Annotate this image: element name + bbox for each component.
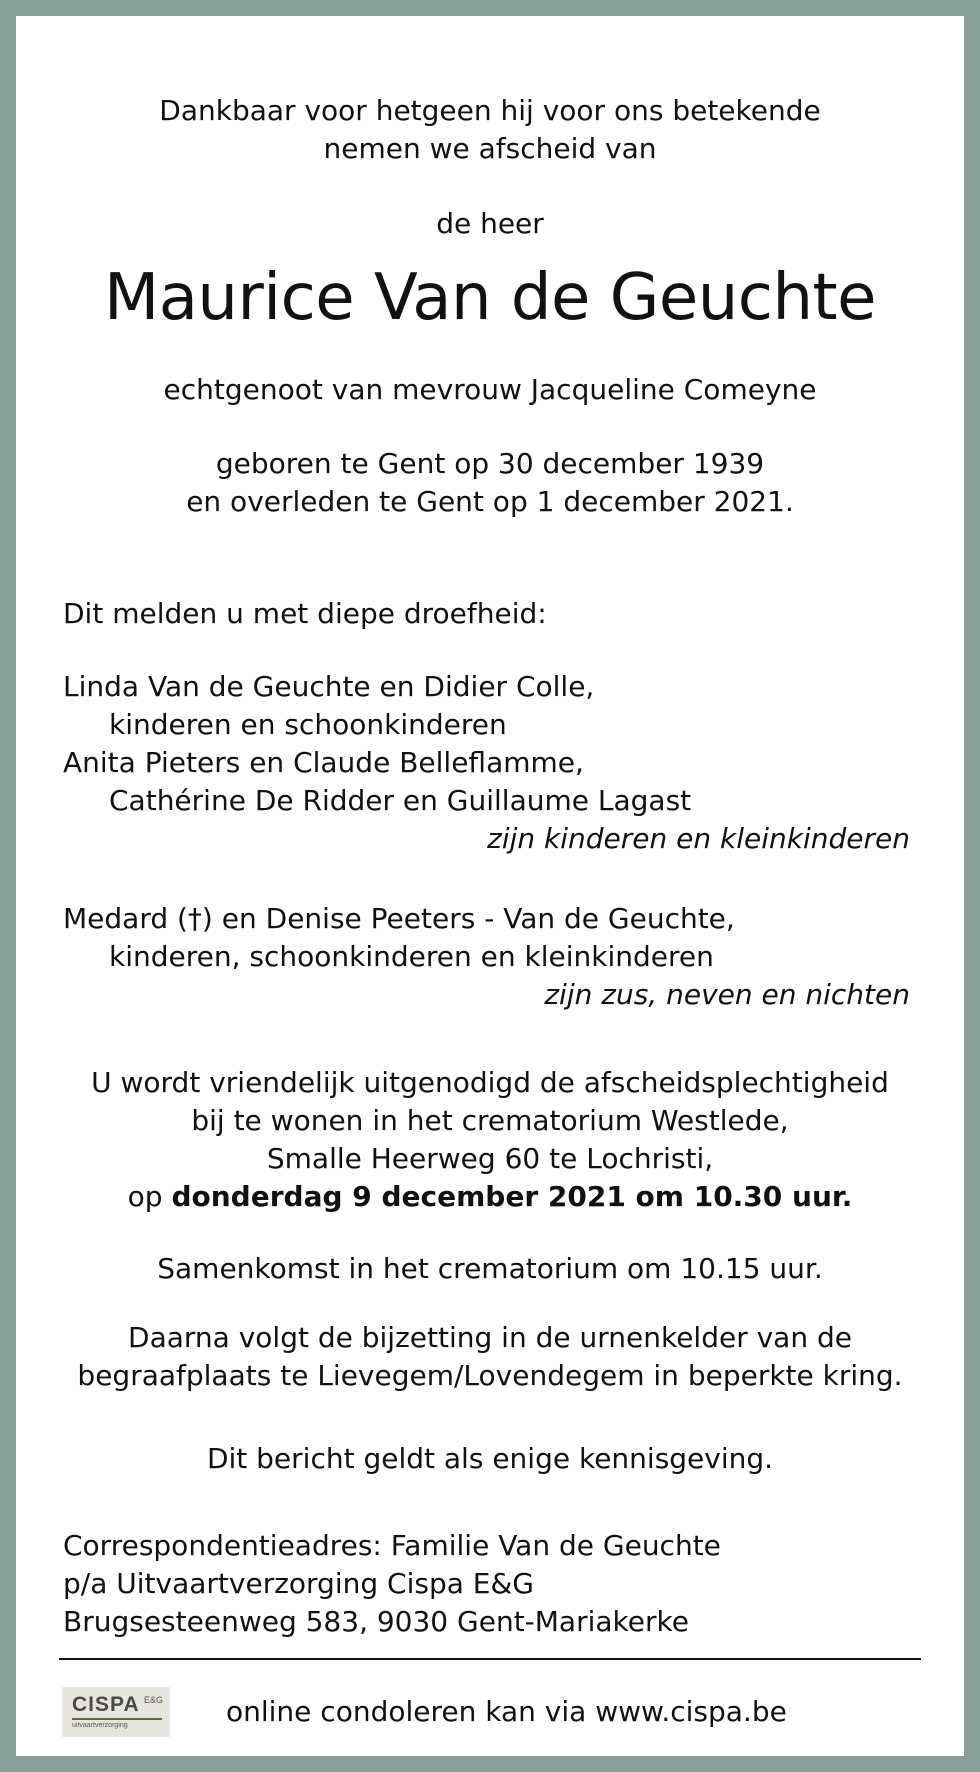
family-line: Anita Pieters en Claude Belleflamme,	[63, 746, 584, 779]
intro	[16, 92, 964, 168]
invitation-line-4	[16, 1178, 964, 1216]
spouse-text: echtgenoot van mevrouw Jacqueline Comeyne	[163, 373, 817, 406]
died-text: en overleden te Gent op 1 december 2021.	[186, 485, 794, 518]
announcement: Dit melden u met diepe droefheid:	[63, 597, 547, 630]
logo-main-text: CISPA	[72, 1693, 140, 1716]
invitation-datetime: donderdag 9 december 2021 om 10.30 uur.	[171, 1180, 853, 1213]
intro-line-1: Dankbaar voor hetgeen hij voor ons betekende	[159, 94, 821, 127]
life-dates	[16, 445, 964, 521]
burial-line-1: Daarna volgt de bijzetting in de urnenkelder van de	[128, 1321, 852, 1354]
notice-text: Dit bericht geldt als enige kennisgeving.	[206, 1442, 774, 1475]
online-condolence-text: online condoleren kan via www.cispa.be	[226, 1695, 787, 1728]
logo-sup-text: E&G	[144, 1695, 164, 1705]
family-line: Medard (†) en Denise Peeters - Van de Geuchte,	[63, 902, 735, 935]
intro-line-2: nemen we afscheid van	[323, 132, 657, 165]
invitation-line-1: U wordt vriendelijk uitgenodigd de afscheidsplechtigheid	[91, 1066, 889, 1099]
family-group-1	[63, 668, 691, 820]
family-line: kinderen, schoonkinderen en kleinkinderen	[109, 940, 714, 973]
logo-bar	[72, 1718, 162, 1720]
family-group-1-relation: zijn kinderen en kleinkinderen	[487, 822, 910, 855]
title-prefix-text: de heer	[436, 207, 544, 240]
spouse	[16, 371, 964, 409]
gathering-text: Samenkomst in het crematorium om 10.15 uur.	[157, 1252, 823, 1285]
family-group-2-relation: zijn zus, neven en nichten	[544, 978, 910, 1011]
cispa-logo	[62, 1687, 170, 1737]
invitation-line-3: Smalle Heerweg 60 te Lochristi,	[266, 1142, 714, 1175]
burial	[16, 1319, 964, 1395]
family-line: Cathérine De Ridder en Guillaume Lagast	[109, 784, 692, 817]
correspondence	[63, 1527, 721, 1641]
divider	[59, 1658, 921, 1660]
family-line: kinderen en schoonkinderen	[109, 708, 507, 741]
correspondence-line-1: Correspondentieadres: Familie Van de Geuchte	[63, 1529, 721, 1562]
invitation-line-2: bij te wonen in het crematorium Westlede,	[191, 1104, 789, 1137]
invitation-prefix: op	[127, 1180, 163, 1213]
family-group-2	[63, 900, 735, 976]
gathering	[16, 1250, 964, 1288]
notice	[16, 1440, 964, 1478]
title-prefix	[16, 205, 964, 243]
correspondence-line-3: Brugsesteenweg 583, 9030 Gent-Mariakerke	[63, 1605, 689, 1638]
logo-sub-text: uitvaartverzorging	[72, 1722, 128, 1729]
invitation	[16, 1064, 964, 1216]
deceased-name-text: Maurice Van de Geuchte	[103, 261, 877, 335]
obituary-card	[16, 16, 964, 1756]
born-text: geboren te Gent op 30 december 1939	[215, 447, 765, 480]
family-line: Linda Van de Geuchte en Didier Colle,	[63, 670, 595, 703]
burial-line-2: begraafplaats te Lievegem/Lovendegem in beperkte kring.	[77, 1359, 903, 1392]
correspondence-line-2: p/a Uitvaartverzorging Cispa E&G	[63, 1567, 534, 1600]
deceased-name	[16, 260, 964, 336]
